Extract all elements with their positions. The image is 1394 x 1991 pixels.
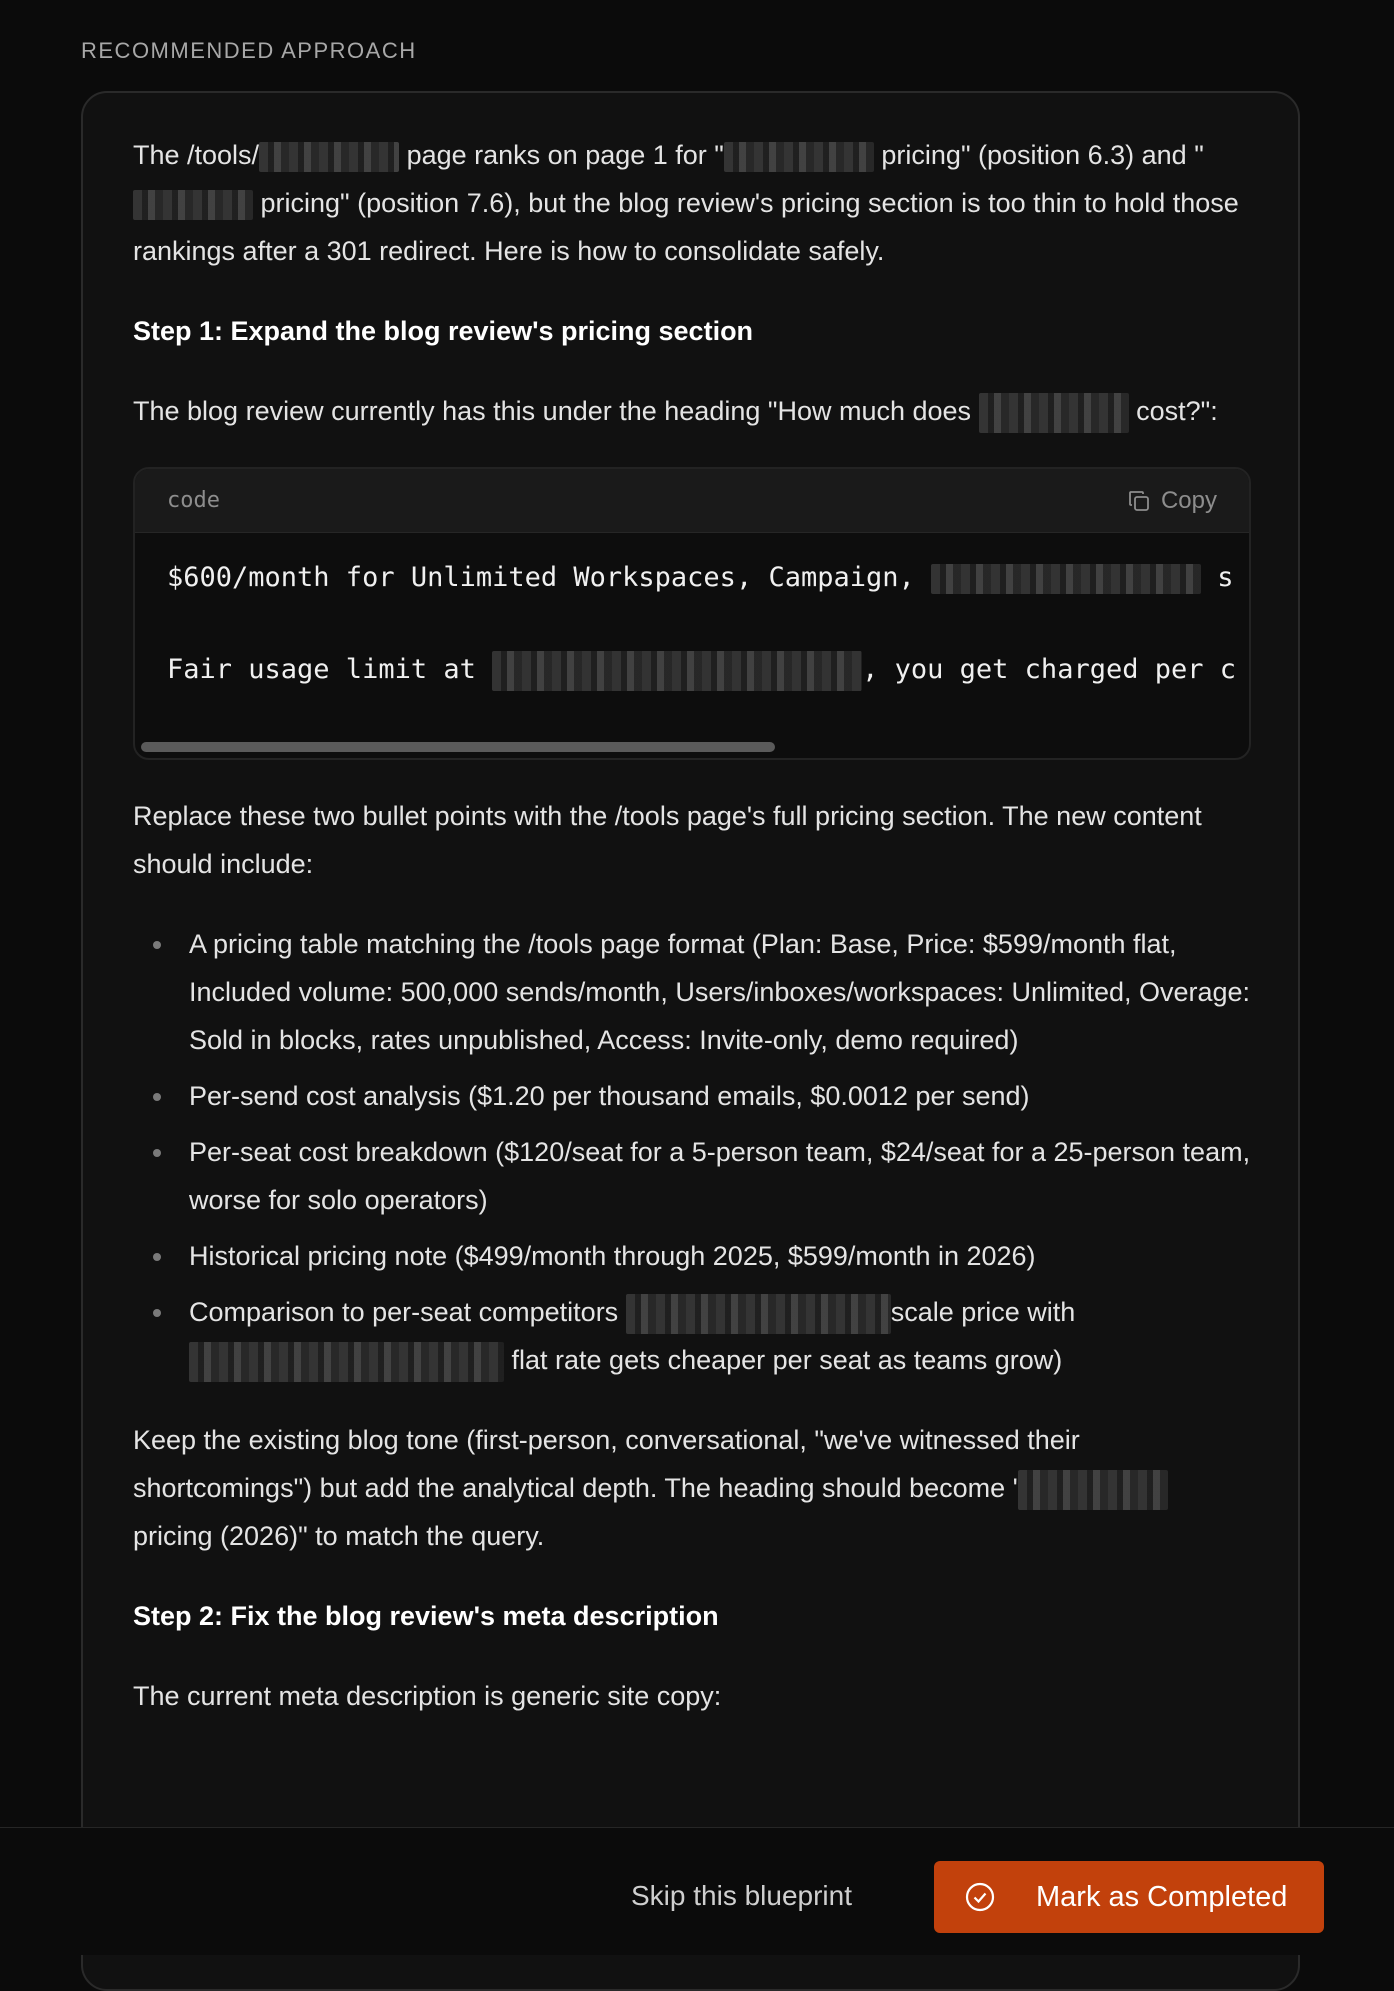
replace-paragraph: Replace these two bullet points with the /tools page's full pricing section. The new content should include:	[133, 801, 1202, 879]
intro-text-2: page ranks on page 1 for "	[406, 140, 724, 170]
mark-completed-label: Mark as Completed	[1036, 1880, 1288, 1913]
check-circle-icon	[964, 1881, 996, 1913]
bullet-text-b: scale price with	[890, 1297, 1076, 1327]
intro-paragraph	[133, 131, 1251, 275]
copy-label: Copy	[1160, 486, 1217, 514]
code-text: $600/month for Unlimited Workspaces, Campaign,	[167, 562, 915, 593]
redacted-text	[626, 1294, 891, 1334]
code-content	[135, 533, 1249, 693]
skip-blueprint-button[interactable]: Skip this blueprint	[631, 1880, 853, 1911]
bullet-text-c: flat rate gets cheaper per seat as teams grow)	[511, 1345, 1063, 1375]
copy-icon	[1127, 489, 1151, 513]
intro-text-5: pricing" (position 7.6), but the blog review's pricing section is too thin to hold those rankings after a 301 redirect. Here is how to consolidate safely.	[133, 188, 1239, 266]
step1-text-a: The blog review currently has this under the heading "How much does	[133, 396, 972, 426]
mark-completed-button[interactable]	[934, 1861, 1324, 1933]
action-footer	[0, 1827, 1394, 1955]
redacted-text	[1018, 1470, 1168, 1510]
step2-heading: Step 2: Fix the blog review's meta description	[133, 1601, 719, 1631]
copy-button[interactable]	[1127, 477, 1217, 525]
bullet-text-a: Comparison to per-seat competitors	[189, 1297, 619, 1327]
list-item: Historical pricing note ($499/month through 2025, $599/month in 2026)	[133, 1232, 1251, 1280]
tone-paragraph	[133, 1416, 1251, 1560]
step1-paragraph	[133, 387, 1251, 435]
redacted-text	[492, 651, 862, 691]
code-block	[133, 467, 1251, 760]
list-item: A pricing table matching the /tools page format (Plan: Base, Price: $599/month flat, Included volume: 500,000 sends/month, Users/inboxes/workspaces: Unlimited, Overage: Sold in blocks, rates unpublished, Access: Invite-only, demo required)	[133, 920, 1251, 1064]
intro-text-1: The /tools/	[133, 140, 260, 170]
code-line	[167, 647, 1236, 693]
redacted-text	[133, 190, 253, 220]
code-line	[167, 555, 1234, 601]
redacted-text	[724, 142, 874, 172]
recommendation-card	[81, 91, 1300, 1991]
list-item: Per-seat cost breakdown ($120/seat for a 5-person team, $24/seat for a 25-person team, worse for solo operators)	[133, 1128, 1251, 1224]
intro-text-3: pricing" (position 6.3) and	[881, 140, 1187, 170]
bullet-list	[133, 920, 1251, 1384]
redacted-text	[189, 1342, 504, 1382]
step1-text-b: cost?":	[1136, 396, 1218, 426]
code-text: Fair usage limit at	[167, 654, 476, 685]
code-blank-line	[167, 601, 1217, 647]
code-text: , you get charged per c	[862, 654, 1236, 685]
list-item: Per-send cost analysis ($1.20 per thousand emails, $0.0012 per send)	[133, 1072, 1251, 1120]
intro-text-4: "	[1194, 140, 1204, 170]
redacted-text	[979, 393, 1129, 433]
scrollbar-thumb[interactable]	[141, 742, 775, 752]
code-text: s	[1217, 562, 1234, 593]
redacted-text	[931, 564, 1201, 594]
tone-text-a: Keep the existing blog tone (first-person, conversational, "we've witnessed their shortcomings") but add the analytical depth. The heading should become '	[133, 1425, 1080, 1503]
redacted-text	[259, 142, 399, 172]
tone-text-b: pricing (2026)" to match the query.	[133, 1521, 545, 1551]
horizontal-scrollbar[interactable]	[141, 742, 1243, 752]
code-language-label: code	[167, 487, 220, 513]
step1-heading: Step 1: Expand the blog review's pricing section	[133, 316, 754, 346]
step2-paragraph: The current meta description is generic site copy:	[133, 1681, 722, 1711]
card-content	[133, 131, 1251, 1752]
section-label: RECOMMENDED APPROACH	[81, 38, 417, 63]
list-item	[133, 1288, 1251, 1384]
code-header	[135, 469, 1249, 533]
